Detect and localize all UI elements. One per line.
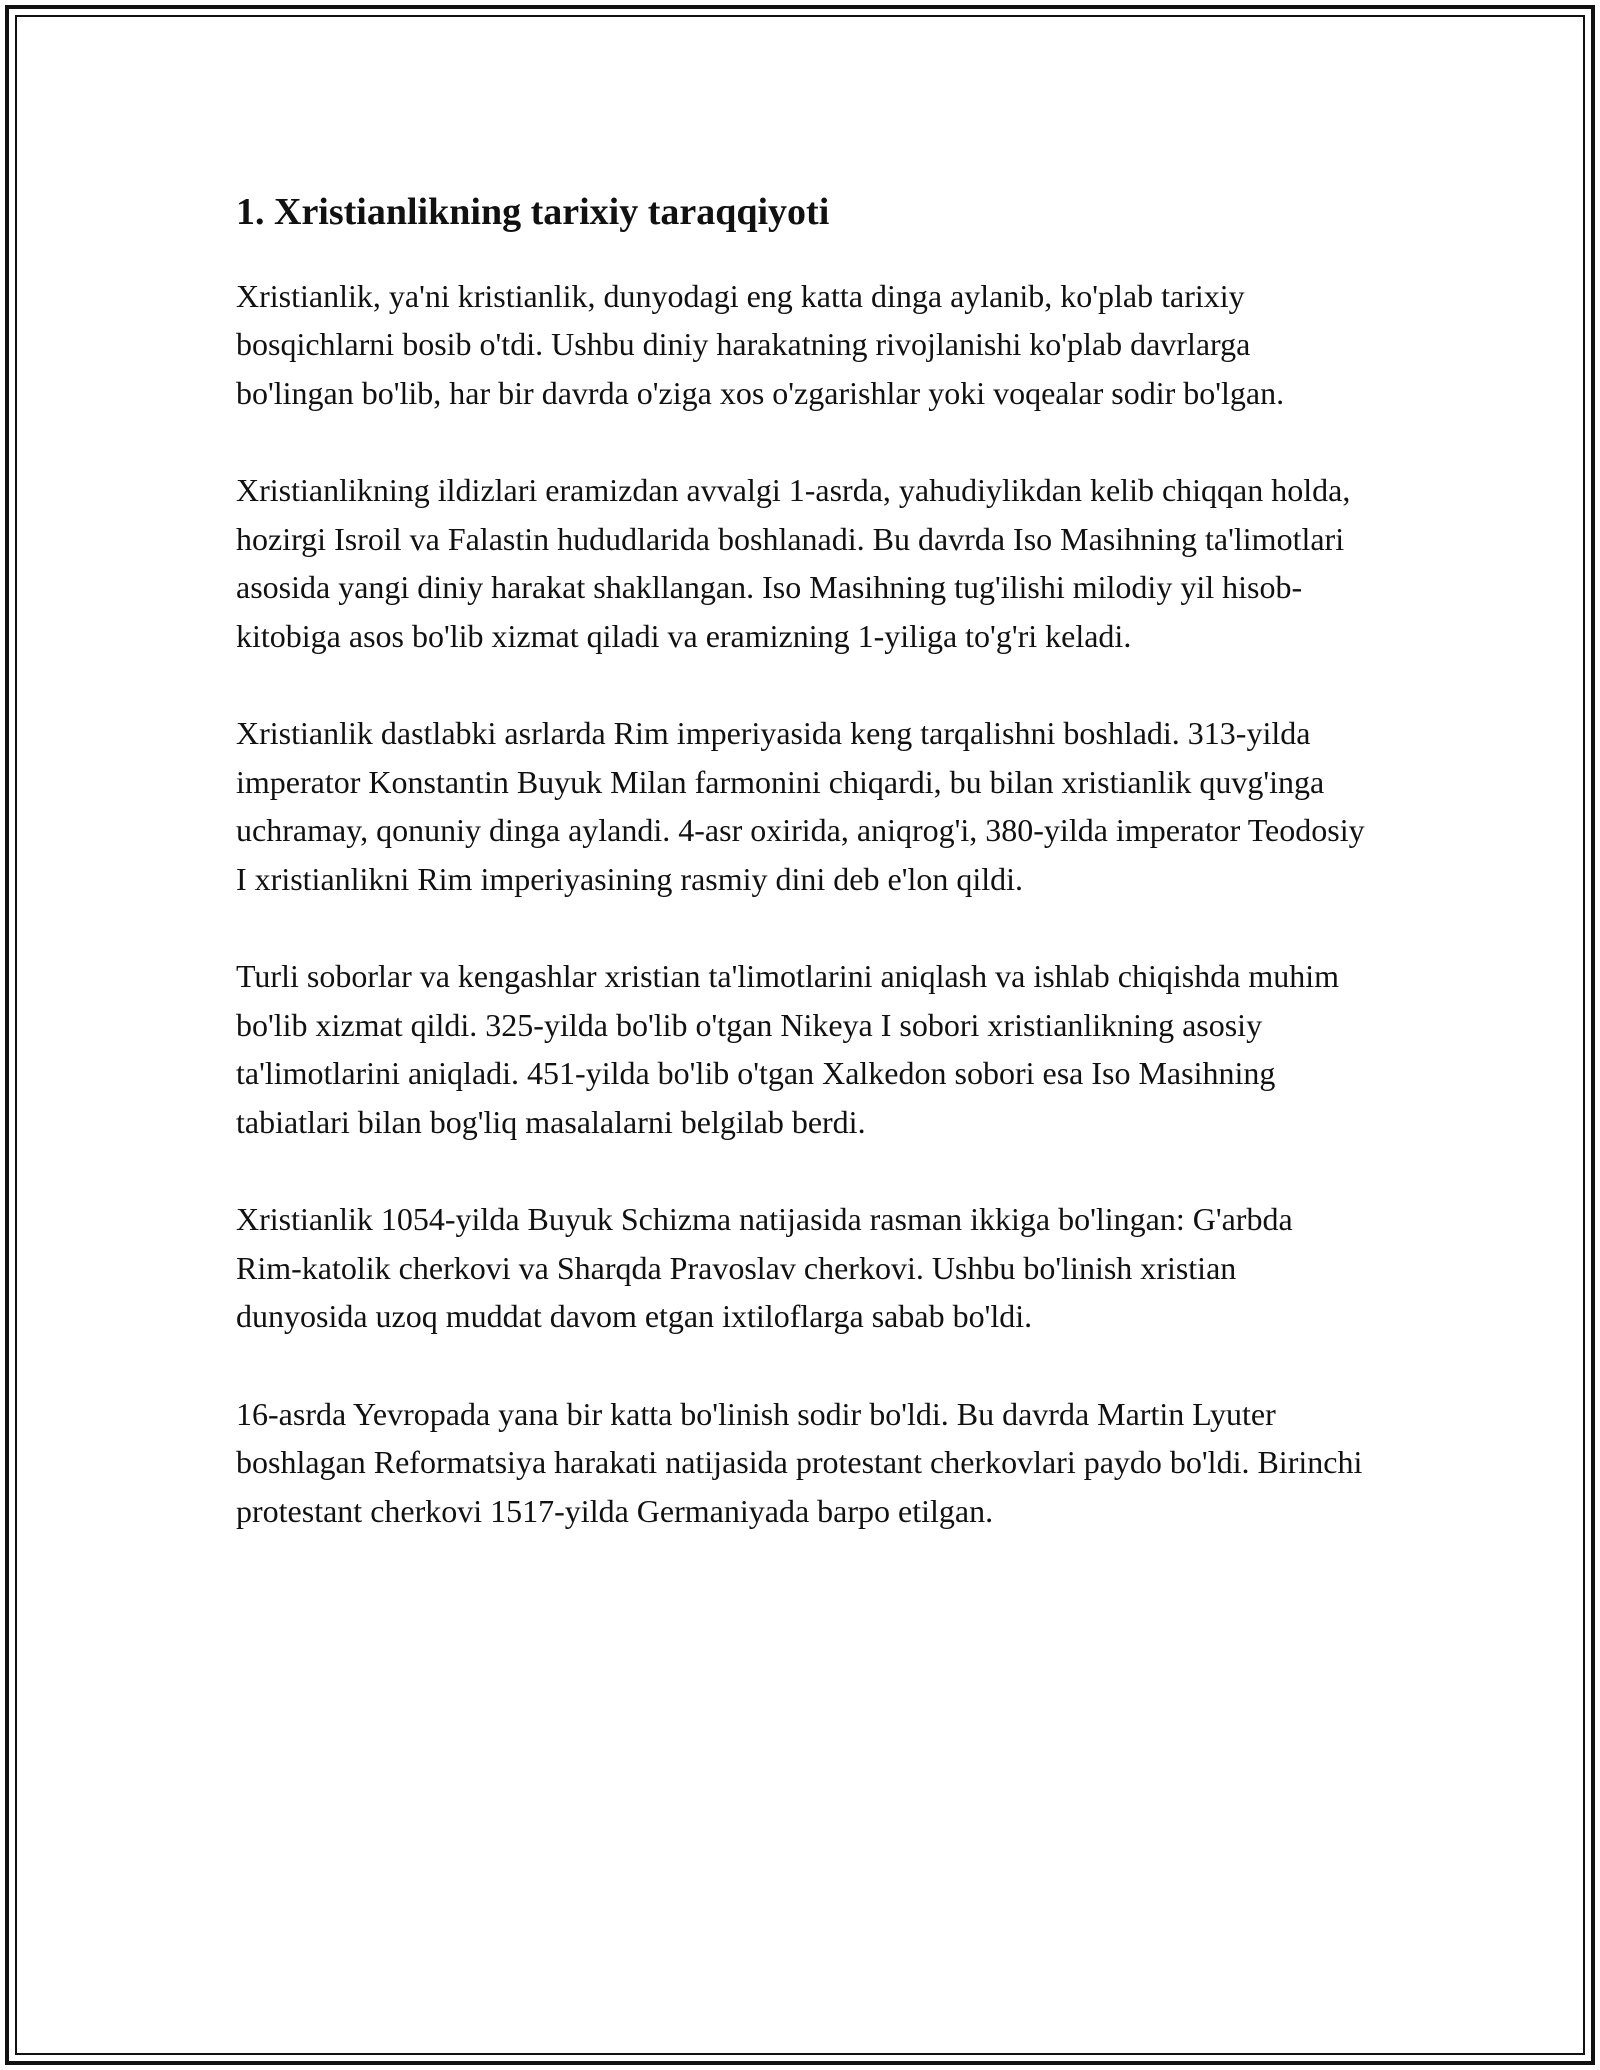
paragraph-5: Xristianlik 1054-yilda Buyuk Schizma natijasida rasman ikkiga bo'lingan: G'arbda Rim-katolik cherkovi va Sharqda Pravoslav cherkovi. Ushbu bo'linish xristian dunyosida uzoq muddat davom etgan ixtiloflarga sabab bo'ldi. [236, 1201, 1293, 1335]
document-body [236, 190, 1366, 1535]
paragraph-6: 16-asrda Yevropada yana bir katta bo'linish sodir bo'ldi. Bu davrda Martin Lyuter boshlagan Reformatsiya harakati natijasida protestant cherkovlari paydo bo'ldi. Birinchi protestant cherkovi 1517-yilda Germaniyada barpo etilgan. [236, 1395, 1363, 1529]
paragraph-4: Turli soborlar va kengashlar xristian ta'limotlarini aniqlash va ishlab chiqishda muhim bo'lib xizmat qildi. 325-yilda bo'lib o'tgan Nikeya I sobori xristianlikning asosiy ta'limotlarini aniqladi. 451-yilda bo'lib o'tgan Xalkedon sobori esa Iso Masihning tabiatlari bilan bog'liq masalalarni belgilab berdi. [236, 958, 1340, 1140]
paragraph-2: Xristianlikning ildizlari eramizdan avvalgi 1-asrda, yahudiylikdan kelib chiqqan holda, hozirgi Isroil va Falastin hududlarida boshlanadi. Bu davrda Iso Masihning ta'limotlari asosida yangi diniy harakat shakllangan. Iso Masihning tug'ilishi milodiy yil hisob-kitobiga asos bo'lib xizmat qiladi va eramizning 1-yiliga to'g'ri keladi. [236, 472, 1351, 654]
paragraph-1: Xristianlik, ya'ni kristianlik, dunyodagi eng katta dinga aylanib, ko'plab tarixiy bosqichlarni bosib o'tdi. Ushbu diniy harakatning rivojlanishi ko'plab davrlarga bo'lingan bo'lib, har bir davrda o'ziga xos o'zgarishlar yoki voqealar sodir bo'lgan. [236, 277, 1285, 411]
section-heading: 1. Xristianlikning tarixiy taraqqiyoti [236, 191, 830, 233]
paragraph-3: Xristianlik dastlabki asrlarda Rim imperiyasida keng tarqalishni boshladi. 313-yilda imperator Konstantin Buyuk Milan farmonini chiqardi, bu bilan xristianlik quvg'inga uchramay, qonuniy dinga aylandi. 4-asr oxirida, aniqrog'i, 380-yilda imperator Teodosiy I xristianlikni Rim imperiyasining rasmiy dini deb e'lon qildi. [236, 715, 1365, 897]
